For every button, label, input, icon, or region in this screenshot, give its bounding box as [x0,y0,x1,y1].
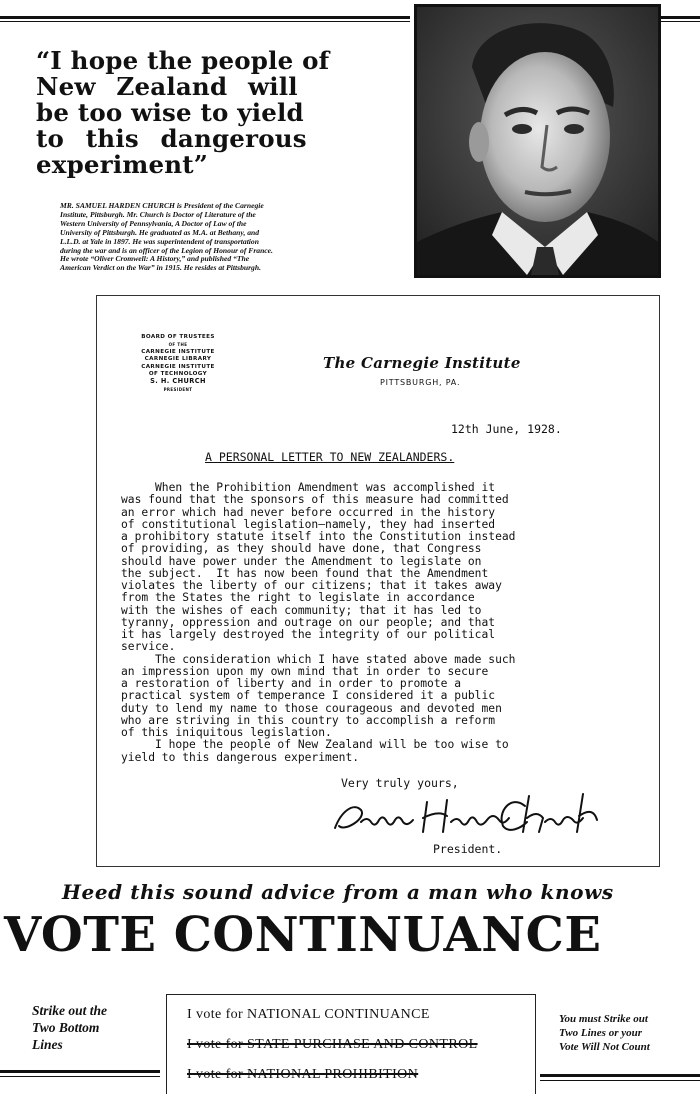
heed-advice-line: Heed this sound advice from a man who knows [62,880,614,904]
top-rule-left-thin [0,21,410,22]
ballot-option-state-purchase: I vote for STATE PURCHASE AND CONTROL [187,1037,478,1052]
body-line: of providing, as they should have done, that Congress [121,542,482,556]
instruction-line: Strike out the [32,1003,108,1018]
board-line: OF TECHNOLOGY [148,371,208,378]
bottom-rule-left-thin [0,1076,160,1077]
body-line: When the Prohibition Amendment was accomplished it [121,481,496,494]
bio-line: Western University of Pennsylvania, A Doctor of Law of the [60,218,247,228]
board-line: OF THE [168,342,188,348]
body-line: an error which had never before occurred in the history [121,505,496,519]
portrait-illustration [417,7,658,275]
body-line: duty to lend my name to those courageous and devoted men [121,701,502,715]
board-line: PRESIDENT [163,386,193,392]
top-rule-left [0,16,410,19]
strike-instruction-left [32,1002,152,1053]
bio-line: MR. SAMUEL HARDEN CHURCH is President of the Carnegie [60,201,264,210]
body-line: it has largely destroyed the integrity of our political [121,628,496,641]
body-line: service. [121,640,176,654]
body-line: tyranny, oppression and outrage on our people; and that [121,615,496,629]
quote-line: experiment” [36,150,209,179]
body-line: an impression upon my own mind that in order to secure [121,664,489,678]
bio-line: He wrote “Oliver Cromwell: A History,” and published “The [60,254,250,264]
vote-continuance-banner: VOTE CONTINUANCE [4,907,602,963]
signatory-title: President. [433,842,503,856]
body-line: a restoration of liberty and in order to promote a [121,677,462,690]
board-line: CARNEGIE INSTITUTE [141,363,215,370]
bio-line: American Verdict on the War” in 1915. He resides at Pittsburgh. [60,263,261,273]
quote-line: New Zealand will [36,72,298,101]
letter-body [121,482,515,764]
bio-line: during the war and is an officer of the Legion of Honour of France. [60,245,273,255]
bottom-rule-right-thin [540,1080,700,1081]
body-line: I hope the people of New Zealand will be too wise to [121,738,509,752]
instruction-line: Vote Will Not Count [559,1041,650,1053]
institution-city: PITTSBURGH, PA. [380,378,461,387]
quote-line: “I hope the people of [36,46,330,75]
body-line: practical system of temperance I considered it a public [121,689,496,703]
body-line: violates the liberty of our citizens; that it takes away [121,579,502,592]
top-rule-right [660,16,700,19]
body-line: of constitutional legislation—namely, they had inserted [121,517,496,531]
board-of-trustees-block [128,334,228,393]
letter-closing: Very truly yours, [341,776,459,790]
letter-heading: A PERSONAL LETTER TO NEW ZEALANDERS. [205,450,455,464]
bio-line: University of Pittsburgh. He graduated as M.A. at Bethany, and [60,227,260,237]
sample-ballot [166,994,536,1094]
strike-instruction-right [559,1012,699,1054]
body-line: with the wishes of each community; that it has led to [121,603,482,617]
instruction-line: Lines [32,1037,63,1052]
body-line: The consideration which I have stated above made such [121,652,516,666]
board-line: CARNEGIE LIBRARY [144,356,212,363]
body-line: from the States the right to legislate in accordance [121,591,475,605]
ballot-option-continuance: I vote for NATIONAL CONTINUANCE [187,1007,430,1022]
quote-line: to this dangerous [36,124,307,153]
headline-quote [36,48,366,178]
bottom-rule-left [0,1070,160,1073]
body-line: a prohibitory statute itself into the Constitution instead [121,530,516,543]
body-line: was found that the sponsors of this measure had committed [121,493,509,507]
bio-line: L.L.D. at Yale in 1897. He was superintendent of transportation [60,236,259,246]
instruction-line: You must Strike out [559,1013,648,1025]
top-rule-right-thin [660,21,700,22]
institution-name: The Carnegie Institute [323,354,521,372]
body-line: who are striving in this country to accomplish a reform [121,713,496,727]
handwritten-signature [331,792,601,840]
quote-line: be too wise to yield [36,98,304,127]
ballot-option-prohibition: I vote for NATIONAL PROHIBITION [187,1067,419,1082]
body-line: yield to this dangerous experiment. [121,750,360,764]
body-line: the subject. It has now been found that the Amendment [121,566,489,580]
bio-line: Institute, Pittsburgh. Mr. Church is Doctor of Literature of the [60,209,256,219]
instruction-line: Two Bottom [32,1020,100,1035]
body-line: should have power under the Amendment to legislate on [121,554,482,568]
board-line: S. H. CHURCH [150,377,206,386]
board-line: BOARD OF TRUSTEES [141,334,215,340]
body-line: of this iniquitous legislation. [121,726,332,739]
letter-panel [96,295,660,867]
instruction-line: Two Lines or your [559,1027,643,1039]
letter-date: 12th June, 1928. [451,422,562,436]
bottom-rule-right [540,1074,700,1077]
board-line: CARNEGIE INSTITUTE [141,348,215,355]
biography-caption [60,202,360,273]
portrait-photo [414,4,661,278]
